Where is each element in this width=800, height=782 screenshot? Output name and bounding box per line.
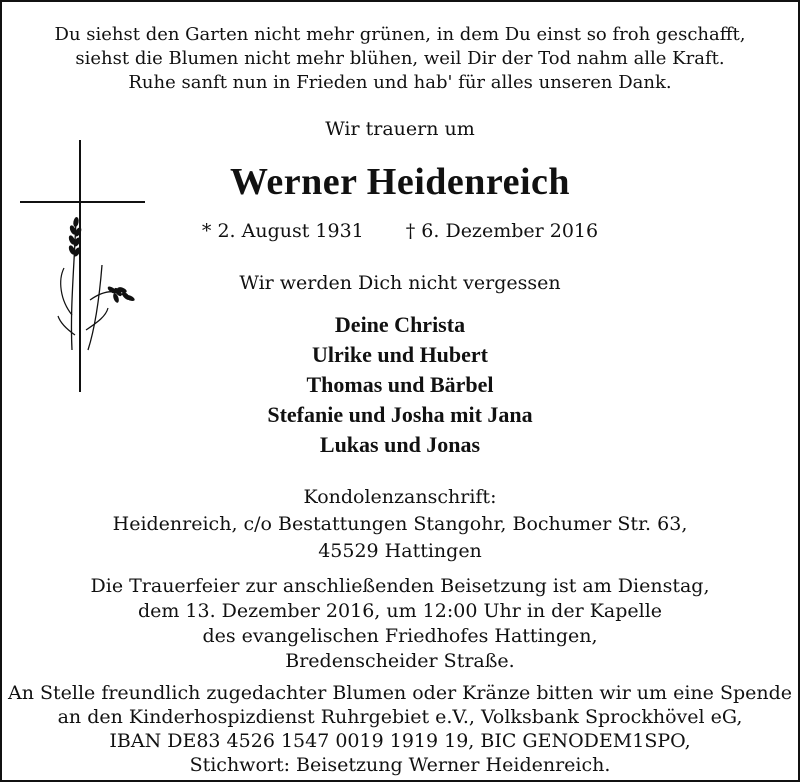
ceremony-line-3: des evangelischen Friedhofes Hattingen, xyxy=(202,625,598,647)
family-member: Deine Christa xyxy=(334,312,466,337)
death-date: † 6. Dezember 2016 xyxy=(405,220,599,242)
family-member: Lukas und Jonas xyxy=(319,432,481,457)
donation-line-1: An Stelle freundlich zugedachter Blumen oder Kränze bitten wir um eine Spende xyxy=(7,682,793,704)
poem-line-1: Du siehst den Garten nicht mehr grünen, in dem Du einst so froh geschafft, xyxy=(54,24,746,45)
family-member: Ulrike und Hubert xyxy=(311,342,489,367)
intro-text: Wir trauern um xyxy=(325,118,475,140)
memory-text: Wir werden Dich nicht vergessen xyxy=(239,272,561,294)
ceremony-line-2: dem 13. Dezember 2016, um 12:00 Uhr in der Kapelle xyxy=(137,600,663,622)
cross-with-wheat-icon xyxy=(20,140,150,392)
ceremony-line-1: Die Trauerfeier zur anschließenden Beisetzung ist am Dienstag, xyxy=(90,575,710,597)
family-member: Thomas und Bärbel xyxy=(306,372,494,397)
poem-line-2: siehst die Blumen nicht mehr blühen, weil Dir der Tod nahm alle Kraft. xyxy=(75,48,725,69)
donation-line-2: an den Kinderhospizdienst Ruhrgebiet e.V., Volksbank Sprockhövel eG, xyxy=(57,706,743,728)
poem-line-3: Ruhe sanft nun in Frieden und hab' für alles unseren Dank. xyxy=(128,72,672,93)
family-member: Stefanie und Josha mit Jana xyxy=(267,402,533,427)
birth-date: * 2. August 1931 xyxy=(201,220,364,242)
condolence-address: Heidenreich, c/o Bestattungen Stangohr, Bochumer Str. 63, xyxy=(112,513,688,535)
deceased-name: Werner Heidenreich xyxy=(229,161,571,203)
condolence-city: 45529 Hattingen xyxy=(318,540,482,562)
condolence-heading: Kondolenzanschrift: xyxy=(303,486,497,508)
donation-line-4: Stichwort: Beisetzung Werner Heidenreich. xyxy=(189,754,611,776)
ceremony-line-4: Bredenscheider Straße. xyxy=(285,650,515,672)
donation-line-3: IBAN DE83 4526 1547 0019 1919 19, BIC GENODEM1SPO, xyxy=(109,730,691,752)
